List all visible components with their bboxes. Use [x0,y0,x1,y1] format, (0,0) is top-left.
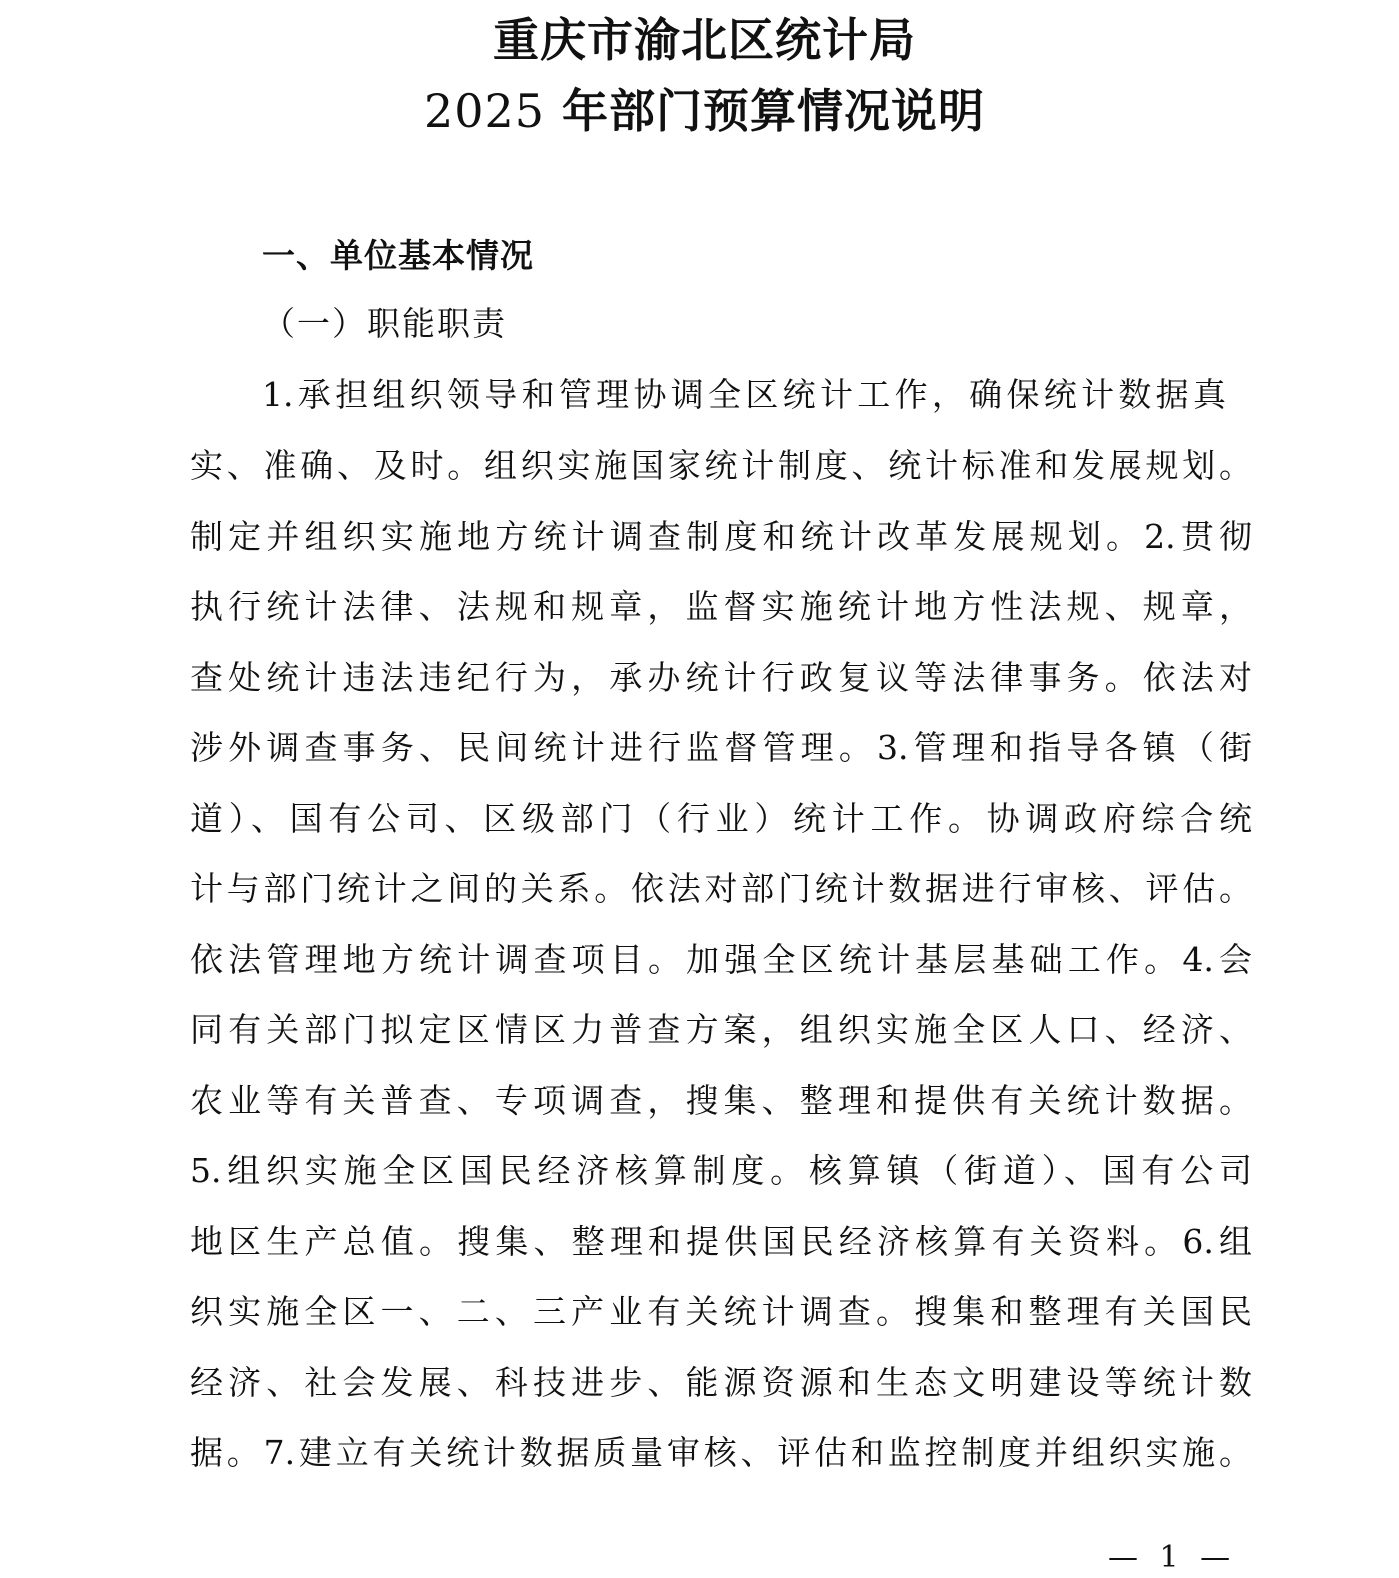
paragraph-line: 1.承担组织领导和管理协调全区统计工作，确保统计数据真 [262,375,1226,414]
paragraph-line: 制定并组织实施地方统计调查制度和统计改革发展规划。2.贯彻 [190,517,1252,556]
paragraph-line: 依法管理地方统计调查项目。加强全区统计基层基础工作。4.会 [190,940,1252,979]
document-title-line-2 [0,83,1399,139]
paragraph-line: 涉外调查事务、民间统计进行监督管理。3.管理和指导各镇（街 [190,728,1252,767]
paragraph-line: 5.组织实施全区国民经济核算制度。核算镇（街道）、国有公司 [190,1151,1252,1190]
section-subheading: （一）职能职责 [262,304,507,343]
page-number: — 1 — [1108,1540,1237,1575]
paragraph-line: 据。7.建立有关统计数据质量审核、评估和监控制度并组织实施。 [190,1433,1252,1472]
paragraph-line: 农业等有关普查、专项调查，搜集、整理和提供有关统计数据。 [190,1081,1252,1120]
section-heading: 一、单位基本情况 [262,236,534,275]
title-year: 2025 [423,84,546,138]
paragraph-line: 经济、社会发展、科技进步、能源资源和生态文明建设等统计数 [190,1363,1252,1402]
paragraph-line: 同有关部门拟定区情区力普查方案，组织实施全区人口、经济、 [190,1010,1252,1049]
document-title-line-1: 重庆市渝北区统计局 [493,13,916,67]
paragraph-line: 织实施全区一、二、三产业有关统计调查。搜集和整理有关国民 [190,1292,1252,1331]
paragraph-line: 地区生产总值。搜集、整理和提供国民经济核算有关资料。6.组 [190,1222,1252,1261]
paragraph-line: 道）、国有公司、区级部门（行业）统计工作。协调政府综合统 [190,799,1252,838]
paragraph-line: 计与部门统计之间的关系。依法对部门统计数据进行审核、评估。 [190,869,1252,908]
paragraph-line: 实、准确、及时。组织实施国家统计制度、统计标准和发展规划。 [190,446,1252,485]
paragraph-line: 查处统计违法违纪行为，承办统计行政复议等法律事务。依法对 [190,658,1252,697]
paragraph-line: 执行统计法律、法规和规章，监督实施统计地方性法规、规章， [190,587,1252,626]
title-rest: 年部门预算情况说明 [545,84,986,138]
